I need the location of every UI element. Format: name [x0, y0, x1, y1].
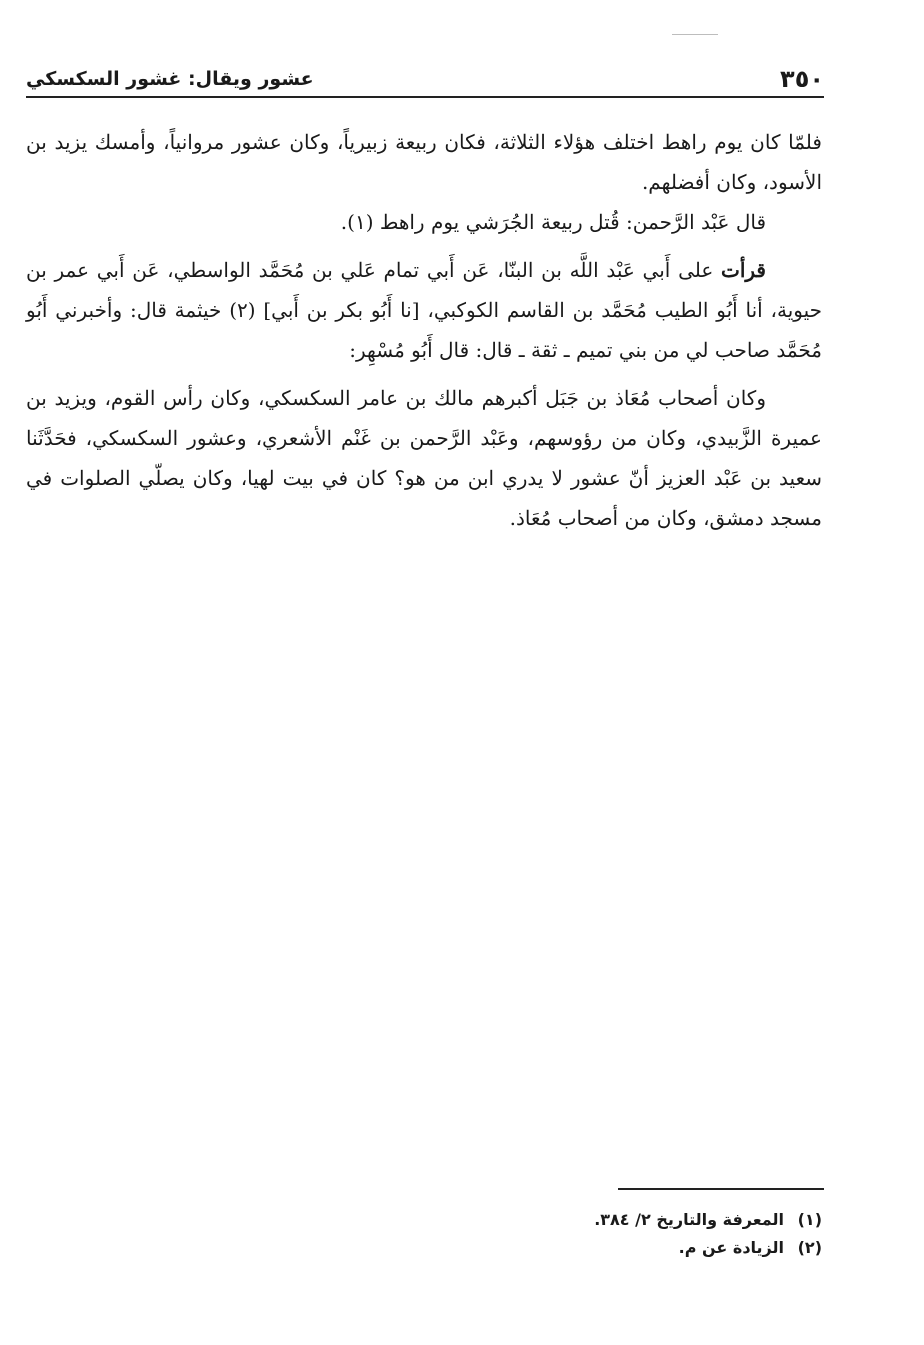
footnote-text: المعرفة والتاريخ ٢/ ٣٨٤.	[594, 1210, 784, 1229]
paragraph-text: قال عَبْد الرَّحمن: قُتل ربيعة الجُرَشي يوم راهط (١).	[340, 210, 766, 234]
footnote-2	[26, 1234, 822, 1262]
paragraph-1	[26, 122, 822, 202]
scan-mark	[672, 34, 718, 35]
paragraph-text: فلمّا كان يوم راهط اختلف هؤلاء الثلاثة، فكان ربيعة زبيرياً، وكان عشور مروانياً، وأمسك يزيد بن الأسود، وكان أفضلهم.	[26, 130, 822, 194]
footnotes	[26, 1206, 822, 1262]
page-header	[26, 58, 824, 98]
footnote-text: الزيادة عن م.	[678, 1238, 784, 1257]
paragraph-3	[26, 250, 822, 370]
footnote-number: (٢)	[797, 1238, 822, 1257]
paragraph-lead-word: قرأت	[721, 258, 766, 282]
paragraph-4	[26, 378, 822, 538]
paragraph-text: وكان أصحاب مُعَاذ بن جَبَل أكبرهم مالك بن عامر السكسكي، وكان رأس القوم، ويزيد بن عميرة الزَّبيدي، وكان من رؤوسهم، وعَبْد الرَّحمن بن غَنْم الأشعري، وعشور السكسكي، فحَدَّثَنا سعيد بن عَبْد العزيز أنّ عشور لا يدري ابن من هو؟ كان في بيت لهيا، وكان يصلّي الصلوات في مسجد دمشق، وكان من أصحاب مُعَاذ.	[26, 386, 822, 530]
footnote-number: (١)	[797, 1210, 822, 1229]
body-text	[26, 122, 822, 538]
footnote-1	[26, 1206, 822, 1234]
footnote-separator	[618, 1188, 824, 1190]
page-number: ٣٥٠	[780, 65, 824, 93]
running-title: عشور ويقال: غشور السكسكي	[26, 68, 314, 90]
paragraph-text: على أَبي عَبْد اللَّه بن البنّا، عَن أَبي تمام عَلي بن مُحَمَّد الواسطي، عَن أَبي عمر بن حيوية، أنا أَبُو الطيب مُحَمَّد بن القاسم الكوكبي، [نا أَبُو بكر بن أَبي] (٢) خيثمة قال: وأخبرني أَبُو مُحَمَّد صاحب لي من بني تميم ـ ثقة ـ قال: قال أَبُو مُسْهِر:	[26, 258, 822, 362]
paragraph-2	[26, 202, 822, 242]
